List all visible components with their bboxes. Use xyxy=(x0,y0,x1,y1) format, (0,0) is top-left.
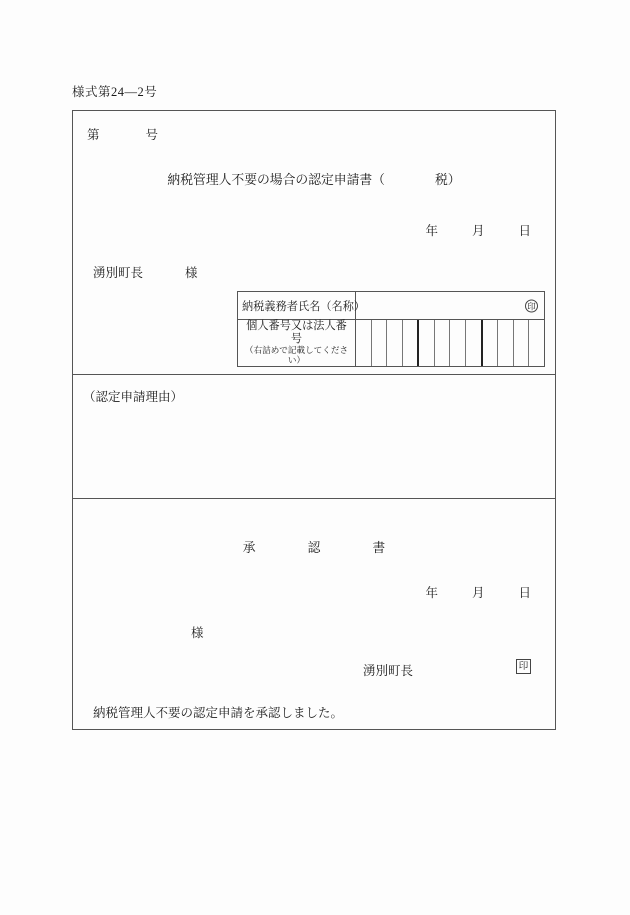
approval-title-char-2: 認 xyxy=(307,541,321,555)
form-number: 様式第24―2号 xyxy=(72,85,158,99)
approval-date-line xyxy=(425,583,531,601)
my-number-label xyxy=(238,320,356,367)
application-section xyxy=(73,111,555,375)
document-number-line xyxy=(87,125,158,143)
my-number-label-main: 個人番号又は法人番号 xyxy=(246,320,347,345)
my-number-box[interactable] xyxy=(450,320,466,366)
my-number-box[interactable] xyxy=(356,320,372,366)
date-month-label: 月 xyxy=(471,224,485,238)
document-number-prefix: 第 xyxy=(87,128,100,142)
my-number-box[interactable] xyxy=(387,320,403,366)
taxpayer-name-label: 納税義務者氏名（名称） xyxy=(238,292,356,320)
my-number-box[interactable] xyxy=(498,320,514,366)
application-date-line xyxy=(425,221,531,239)
addressee-line xyxy=(93,263,198,281)
application-title-suffix: 税） xyxy=(434,173,461,187)
my-number-box[interactable] xyxy=(483,320,499,366)
my-number-label-note: （右詰めで記載してください） xyxy=(244,344,349,365)
form-outer-border xyxy=(72,110,556,730)
approval-date-year-label: 年 xyxy=(425,586,438,600)
taxpayer-table xyxy=(237,291,545,367)
addressee-honorific: 様 xyxy=(185,266,198,280)
application-title-prefix: 納税管理人不要の場合の認定申請書（ xyxy=(167,173,385,187)
addressee-name: 湧別町長 xyxy=(93,266,144,280)
approval-statement: 納税管理人不要の認定申請を承認しました。 xyxy=(93,706,344,720)
my-number-box[interactable] xyxy=(529,320,544,366)
application-title xyxy=(73,169,555,188)
my-number-box[interactable] xyxy=(403,320,420,366)
table-row-number xyxy=(238,320,545,367)
table-row-name xyxy=(238,292,545,320)
approval-title-char-1: 承 xyxy=(242,541,256,555)
approval-title xyxy=(73,537,555,556)
my-number-box[interactable] xyxy=(466,320,483,366)
my-number-box[interactable] xyxy=(372,320,388,366)
my-number-box[interactable] xyxy=(514,320,530,366)
approval-issuer: 湧別町長 xyxy=(363,664,414,678)
approval-title-char-3: 書 xyxy=(372,541,386,555)
my-number-boxes xyxy=(356,320,544,366)
my-number-box[interactable] xyxy=(419,320,435,366)
approval-recipient-honorific: 様 xyxy=(191,626,204,640)
reason-label: （認定申請理由） xyxy=(83,390,184,404)
approval-date-month-label: 月 xyxy=(471,586,485,600)
my-number-field[interactable] xyxy=(356,320,545,367)
seal-icon: 印 xyxy=(525,299,538,312)
approval-seal-icon: 印 xyxy=(516,659,531,674)
document-number-suffix: 号 xyxy=(145,128,159,142)
date-day-label: 日 xyxy=(518,224,531,238)
approval-date-day-label: 日 xyxy=(518,586,531,600)
approval-section xyxy=(73,499,555,729)
taxpayer-name-field[interactable] xyxy=(356,292,545,320)
reason-section[interactable] xyxy=(73,375,555,499)
my-number-box[interactable] xyxy=(435,320,451,366)
date-year-label: 年 xyxy=(425,224,438,238)
